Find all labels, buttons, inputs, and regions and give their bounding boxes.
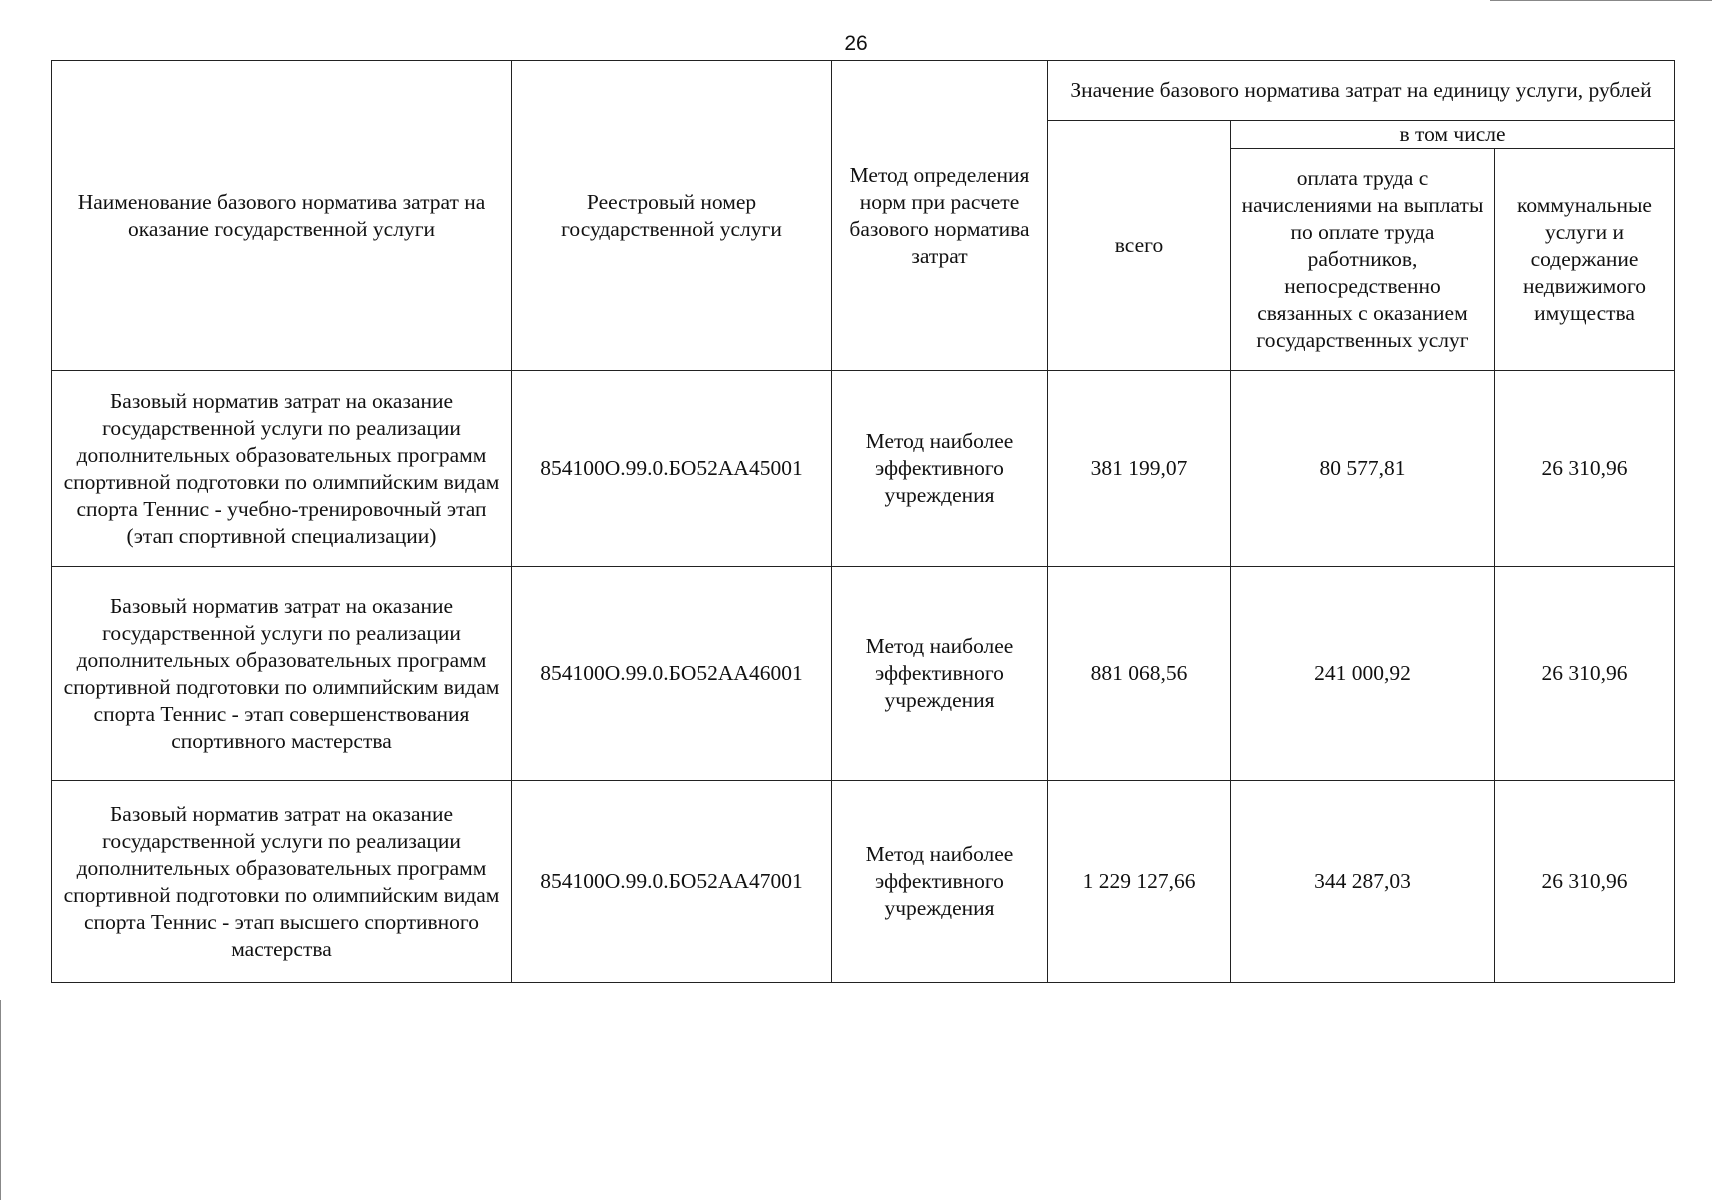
cost-norms-table <box>51 60 1675 983</box>
norm-name-cell: Базовый норматив затрат на оказание государственной услуги по реализации дополнительных образовательных программ спортивной подготовки по олимпийским видам спорта Теннис - этап высшего спортивного мастерства <box>52 781 512 983</box>
norm-name-cell: Базовый норматив затрат на оказание государственной услуги по реализации дополнительных образовательных программ спортивной подготовки по олимпийским видам спорта Теннис - учебно-тренировочный этап (этап спортивной специализации) <box>52 371 512 567</box>
total-cell: 1 229 127,66 <box>1048 781 1231 983</box>
labor-cell: 344 287,03 <box>1231 781 1495 983</box>
utilities-cell: 26 310,96 <box>1495 781 1675 983</box>
labor-cell: 80 577,81 <box>1231 371 1495 567</box>
table-row <box>52 781 1675 983</box>
header-value-group: Значение базового норматива затрат на единицу услуги, рублей <box>1048 61 1675 121</box>
table-row <box>52 567 1675 781</box>
header-utilities-cost: коммунальные услуги и содержание недвижимого имущества <box>1495 149 1675 371</box>
registry-number-cell: 854100О.99.0.БО52АА46001 <box>512 567 832 781</box>
method-cell: Метод наиболее эффективного учреждения <box>832 781 1048 983</box>
scan-edge-line <box>1490 0 1712 1</box>
utilities-cell: 26 310,96 <box>1495 371 1675 567</box>
header-norm-name: Наименование базового норматива затрат на оказание государственной услуги <box>52 61 512 371</box>
scan-edge-line <box>0 1000 1 1200</box>
method-cell: Метод наиболее эффективного учреждения <box>832 371 1048 567</box>
header-total: всего <box>1048 121 1231 371</box>
labor-cell: 241 000,92 <box>1231 567 1495 781</box>
utilities-cell: 26 310,96 <box>1495 567 1675 781</box>
header-including: в том числе <box>1231 121 1675 149</box>
header-labor-cost: оплата труда с начислениями на выплаты по оплате труда работников, непосредственно связанных с оказанием государственных услуг <box>1231 149 1495 371</box>
registry-number-cell: 854100О.99.0.БО52АА47001 <box>512 781 832 983</box>
norm-name-cell: Базовый норматив затрат на оказание государственной услуги по реализации дополнительных образовательных программ спортивной подготовки по олимпийским видам спорта Теннис - этап совершенствования спортивного мастерства <box>52 567 512 781</box>
header-registry-number: Реестровый номер государственной услуги <box>512 61 832 371</box>
header-method: Метод определения норм при расчете базового норматива затрат <box>832 61 1048 371</box>
registry-number-cell: 854100О.99.0.БО52АА45001 <box>512 371 832 567</box>
method-cell: Метод наиболее эффективного учреждения <box>832 567 1048 781</box>
total-cell: 381 199,07 <box>1048 371 1231 567</box>
total-cell: 881 068,56 <box>1048 567 1231 781</box>
page-number: 26 <box>844 32 868 55</box>
table-row <box>52 371 1675 567</box>
